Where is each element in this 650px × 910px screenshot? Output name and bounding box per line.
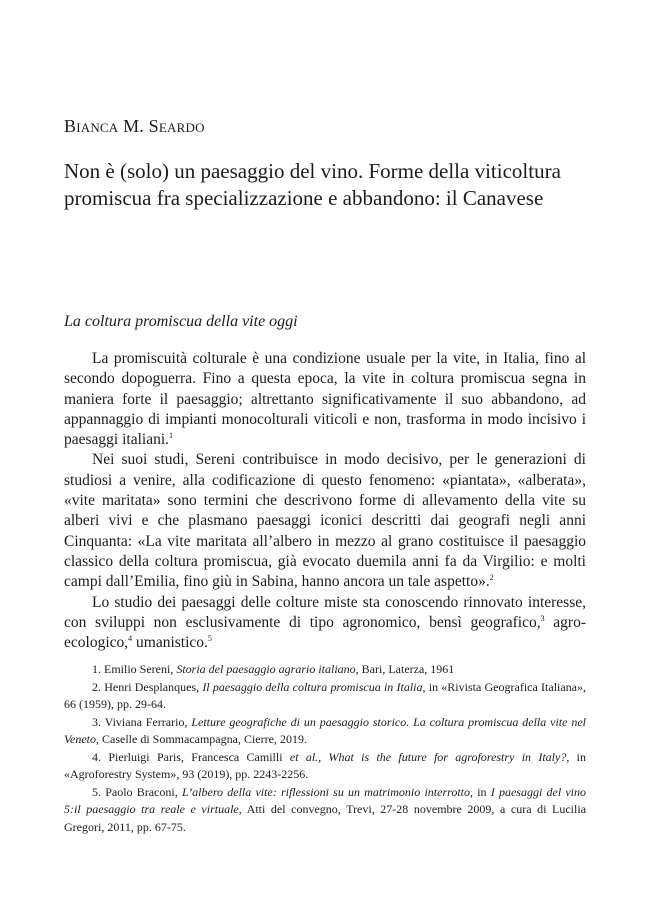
text-segment: , Caselle di Sommacampagna, Cierre, 2019.	[96, 732, 307, 746]
footnote-marker: 3	[540, 613, 545, 623]
footnote	[64, 661, 586, 679]
article-title: Non è (solo) un paesaggio del vino. Forme della viticoltura promiscua fra specializzazione e abbandono: il Canavese	[64, 159, 561, 210]
text-segment: 4. Pierluigi Paris, Francesca Camilli	[92, 749, 290, 764]
italic-text: L’albero della vite: riflessioni su un matrimonio interrotto	[181, 784, 471, 799]
footnote-marker: 4	[128, 634, 133, 643]
paragraph	[64, 450, 586, 592]
footnote-marker: 1	[169, 431, 174, 441]
body-text	[64, 349, 586, 653]
text-segment: , in «Agroforestry System», 93 (2019), pp. 2243-2256.	[64, 749, 586, 781]
italic-text: Storia del paesaggio agrario italiano	[176, 662, 356, 676]
text-segment: , in	[470, 784, 491, 799]
text-segment: , Bari, Laterza, 1961	[355, 662, 455, 676]
footnote	[64, 784, 586, 837]
text-segment: agro-ecologico,	[64, 613, 587, 652]
footnote	[64, 679, 586, 714]
text-segment: , Atti del convegno, Trevi, 27-28 novembre 2009, a cura di Lucilia Gregori, 2011, pp. 67-75.	[64, 802, 587, 834]
italic-text: Il paesaggio della coltura promiscua in Italia	[202, 679, 423, 694]
text-segment: 2. Henri Desplanques,	[92, 679, 203, 694]
text-segment: 3. Viviana Ferrario,	[92, 714, 192, 729]
footnote	[64, 749, 586, 784]
italic-text: et al.	[289, 749, 319, 764]
footnote-marker: 5	[207, 634, 212, 643]
footnote-marker: 2	[489, 573, 494, 583]
text-segment: Nei suoi studi, Sereni contribuisce in modo decisivo, per le generazioni di studiosi a venire, alla codificazione di questo fenomeno: «piantata», «alberata», «vite maritata» sono termini che descrivono forme di allevamento della vite su alberi vivi e che plasmano paesaggi iconici descritti dai geografi negli anni Cinquanta: «La vite maritata all’albero in mezzo al grano costituisce il paesaggio classico della coltura promiscua, già evocato duemila anni fa da Virgilio: e molti campi dall’Emilia, fino giù in Sabina, hanno ancora un tale aspetto».	[64, 451, 586, 591]
text-segment: umanistico.	[132, 634, 208, 652]
text-segment: ,	[318, 749, 329, 764]
author-name: Bianca M. Seardo	[64, 116, 205, 136]
text-segment: , in «Rivista Geografica Italiana», 66 (1959), pp. 29-64.	[64, 679, 587, 711]
footnotes	[64, 661, 586, 836]
text-segment: Lo studio dei paesaggi delle colture miste sta conoscendo rinnovato interesse, con sviluppi non esclusivamente di tipo agronomico, bensì geografico,	[64, 593, 586, 631]
paragraph	[64, 593, 586, 654]
text-segment: 5. Paolo Braconi,	[92, 784, 182, 799]
italic-text: What is the future for agroforestry in Italy?	[328, 749, 567, 764]
text-segment: 1. Emilio Sereni,	[92, 662, 177, 676]
italic-text: Letture geografiche di un paesaggio storico. La coltura promiscua della vite nel Veneto	[64, 714, 586, 746]
text-segment: La promiscuità colturale è una condizione usuale per la vite, in Italia, fino al secondo dopoguerra. Fino a questa epoca, la vite in coltura promiscua segna in maniera forte il paesaggio; altrettanto significativamente il suo abbandono, ad appannaggio di impianti monocolturali viticoli e non, trasforma in modo incisivo i paesaggi italiani.	[64, 350, 586, 449]
section-heading: La coltura promiscua della vite oggi	[64, 313, 298, 330]
italic-text: I paesaggi del vino 5:il paesaggio tra reale e virtuale	[64, 784, 587, 816]
footnote	[64, 714, 586, 749]
paragraph	[64, 349, 586, 450]
